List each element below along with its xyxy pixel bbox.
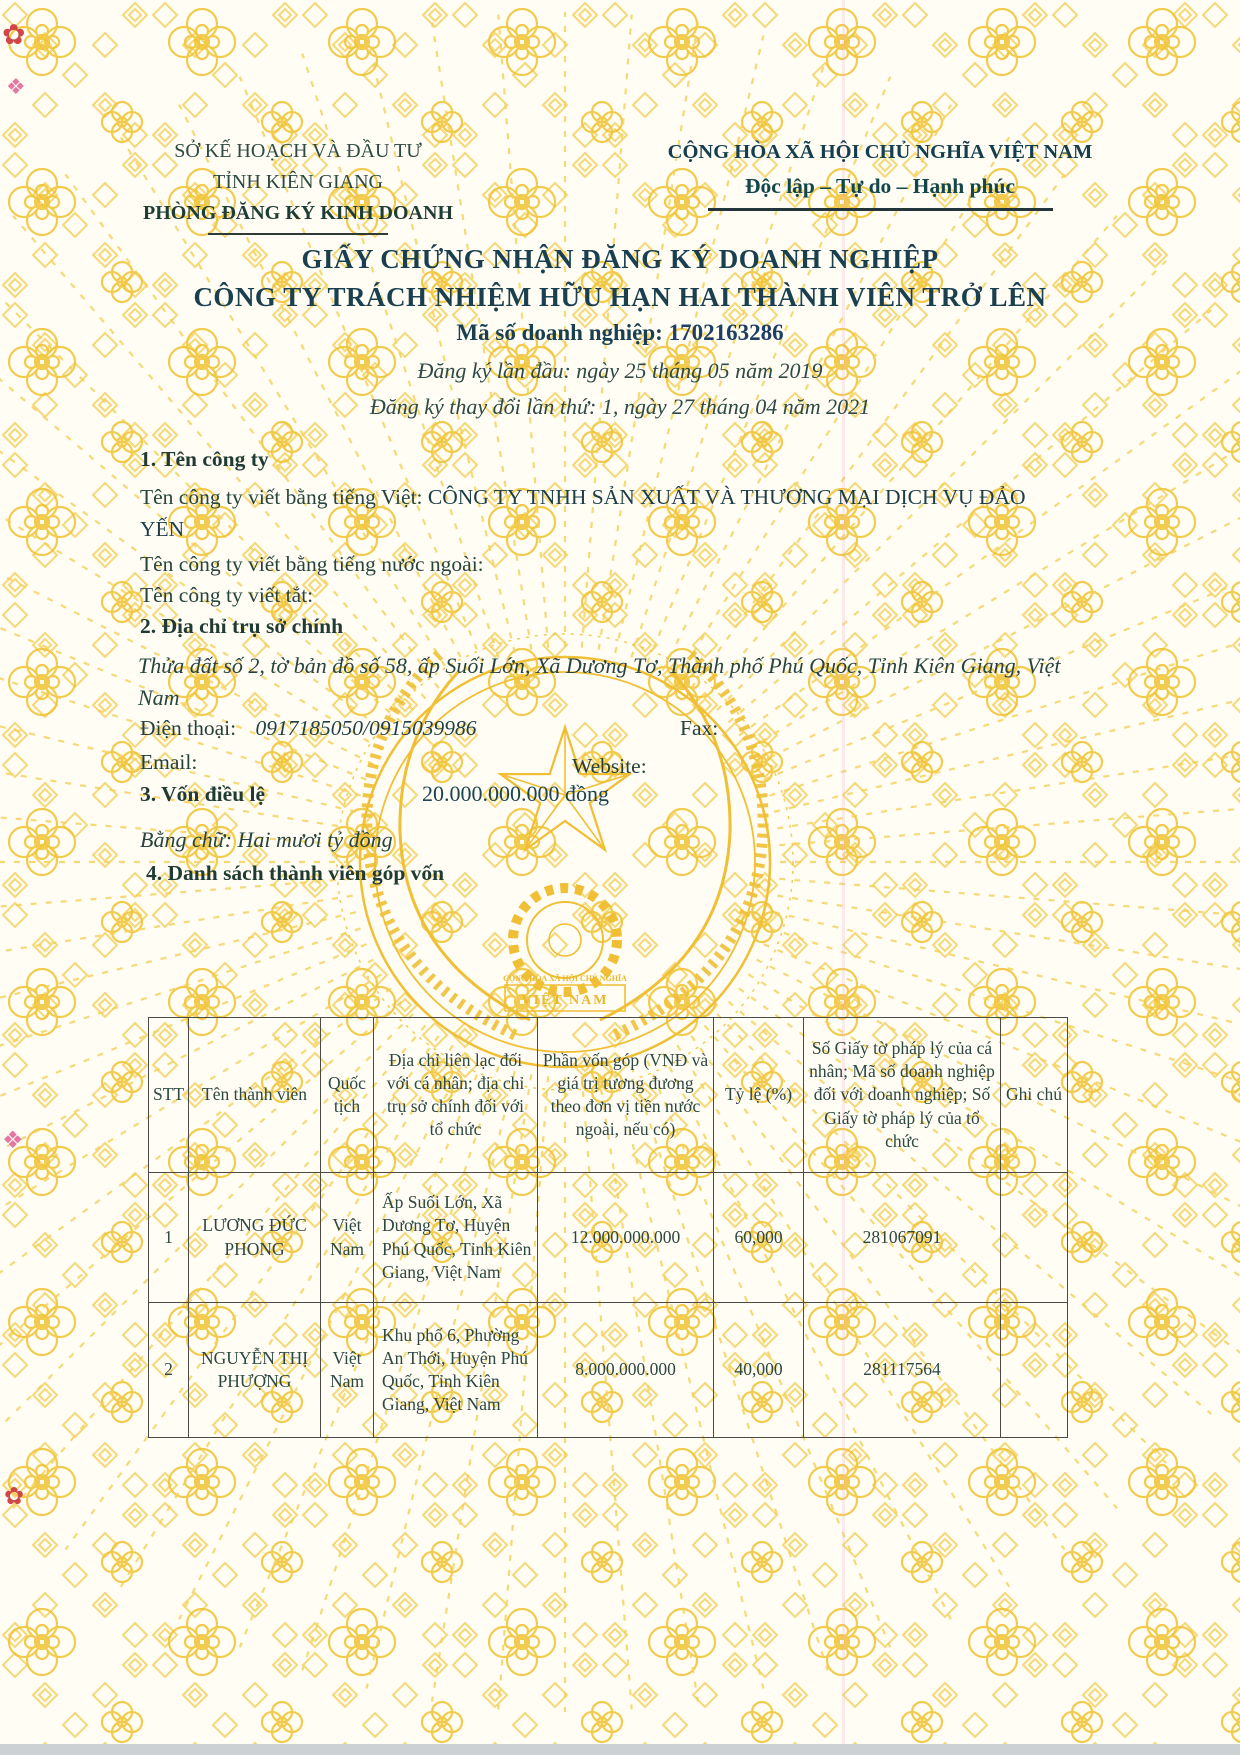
issuer-block: [118, 136, 478, 235]
cell-ratio: 60,000: [714, 1173, 804, 1303]
title-line2: CÔNG TY TRÁCH NHIỆM HỮU HẠN HAI THÀNH VIÊN TRỞ LÊN: [193, 282, 1047, 313]
table-row: [149, 1303, 1068, 1438]
red-flower-mark: ✿: [4, 1484, 25, 1510]
red-flower-mark: ✿: [2, 20, 26, 51]
cell-legal-id: 281117564: [804, 1303, 1001, 1438]
col-header-ratio: Tỷ lệ (%): [714, 1018, 804, 1173]
col-header-legal-id: Số Giấy tờ pháp lý của cá nhân; Mã số doanh nghiệp đối với doanh nghiệp; Số Giấy tờ pháp lý của tổ chức: [804, 1018, 1001, 1173]
issuer-line2: TỈNH KIÊN GIANG: [213, 171, 383, 193]
company-name-foreign-label: Tên công ty viết bằng tiếng nước ngoài:: [140, 552, 484, 576]
table-row: [149, 1173, 1068, 1303]
national-block: [630, 136, 1130, 211]
email-row: [140, 750, 1100, 778]
col-header-member-name: Tên thành viên: [189, 1018, 321, 1173]
section1-heading: 1. Tên công ty: [140, 447, 269, 471]
col-header-notes: Ghi chú: [1001, 1018, 1068, 1173]
cell-legal-id: 281067091: [804, 1173, 1001, 1303]
national-motto: Độc lập – Tự do – Hạnh phúc: [745, 173, 1015, 198]
capital-row: [140, 781, 1100, 807]
title-line1: GIẤY CHỨNG NHẬN ĐĂNG KÝ DOANH NGHIỆP: [301, 244, 939, 274]
enterprise-code-label: Mã số doanh nghiệp:: [456, 320, 663, 345]
cell-nationality: Việt Nam: [321, 1303, 374, 1438]
company-name-vietnamese: [140, 481, 1045, 546]
emblem-banner-text: VIỆT NAM: [521, 993, 609, 1008]
phone-row: [140, 716, 1100, 741]
cell-nationality: Việt Nam: [321, 1173, 374, 1303]
name-vi-label: Tên công ty viết bằng tiếng Việt:: [140, 485, 423, 509]
section2-heading: 2. Địa chỉ trụ sở chính: [140, 614, 344, 638]
scan-edge-strip: [0, 1744, 1240, 1755]
cell-notes: [1001, 1173, 1068, 1303]
cell-address: Ấp Suối Lớn, Xã Dương Tơ, Huyện Phú Quốc, Tỉnh Kiên Giang, Việt Nam: [374, 1173, 538, 1303]
cell-stt: 1: [149, 1173, 189, 1303]
cell-stt: 2: [149, 1303, 189, 1438]
capital-in-words: Bằng chữ: Hai mươi tỷ đồng: [140, 827, 393, 852]
cell-member-name: NGUYỄN THỊ PHƯỢNG: [189, 1303, 321, 1438]
capital-value: 20.000.000.000 đồng: [422, 781, 609, 806]
amendment-line: Đăng ký thay đổi lần thứ: 1, ngày 27 tháng 04 năm 2021: [369, 394, 871, 419]
section3-heading: 3. Vốn điều lệ: [140, 782, 266, 806]
col-header-stt: STT: [149, 1018, 189, 1173]
fax-label: Fax:: [680, 716, 719, 740]
table-header-row: [149, 1018, 1068, 1173]
pink-diamond-mark: ❖: [6, 74, 26, 99]
enterprise-code-value: 1702163286: [668, 320, 784, 345]
issuer-line1: SỞ KẾ HOẠCH VÀ ĐẦU TƯ: [174, 140, 422, 162]
col-header-nationality: Quốc tịch: [321, 1018, 374, 1173]
head-office-address: Thửa đất số 2, tờ bản đồ số 58, ấp Suối Lớn, Xã Dương Tơ, Thành phố Phú Quốc, Tỉnh Kiên Giang, Việt Nam: [138, 653, 1061, 710]
email-label: Email:: [140, 750, 198, 774]
cell-capital: 12.000.000.000: [538, 1173, 714, 1303]
motto-underline: [708, 208, 1053, 211]
phone-label: Điện thoại:: [140, 716, 237, 740]
cell-ratio: 40,000: [714, 1303, 804, 1438]
first-registration-line: Đăng ký lần đầu: ngày 25 tháng 05 năm 2019: [417, 358, 823, 383]
company-name-short-label: Tên công ty viết tắt:: [140, 583, 314, 607]
cell-member-name: LƯƠNG ĐỨC PHONG: [189, 1173, 321, 1303]
section4-heading: 4. Danh sách thành viên góp vốn: [146, 861, 445, 885]
national-title: CỘNG HÒA XÃ HỘI CHỦ NGHĨA VIỆT NAM: [667, 141, 1093, 163]
members-table: [148, 1017, 1068, 1438]
enterprise-code-line: [0, 320, 1240, 346]
pink-diamond-mark: ❖: [2, 1128, 24, 1154]
issuer-underline: [208, 233, 388, 235]
cell-notes: [1001, 1303, 1068, 1438]
name-vi-value: CÔNG TY TNHH SẢN XUẤT VÀ THƯƠNG MẠI DỊCH VỤ ĐẢO YẾN: [140, 485, 1026, 542]
phone-value: 0917185050/0915039986: [255, 716, 477, 740]
document-title: [0, 240, 1240, 317]
website-label: Website:: [572, 754, 647, 778]
issuer-line3: PHÒNG ĐĂNG KÝ KINH DOANH: [143, 202, 453, 224]
cell-capital: 8.000.000.000: [538, 1303, 714, 1438]
col-header-address: Địa chỉ liên lạc đối với cá nhân; địa chỉ trụ sở chính đối với tổ chức: [374, 1018, 538, 1173]
col-header-capital: Phần vốn góp (VNĐ và giá trị tương đương theo đơn vị tiền nước ngoài, nếu có): [538, 1018, 714, 1173]
cell-address: Khu phố 6, Phường An Thới, Huyện Phú Quốc, Tỉnh Kiên Giang, Việt Nam: [374, 1303, 538, 1438]
emblem-arc-text: CỘNG HÒA XÃ HỘI CHỦ NGHĨA: [503, 974, 627, 983]
